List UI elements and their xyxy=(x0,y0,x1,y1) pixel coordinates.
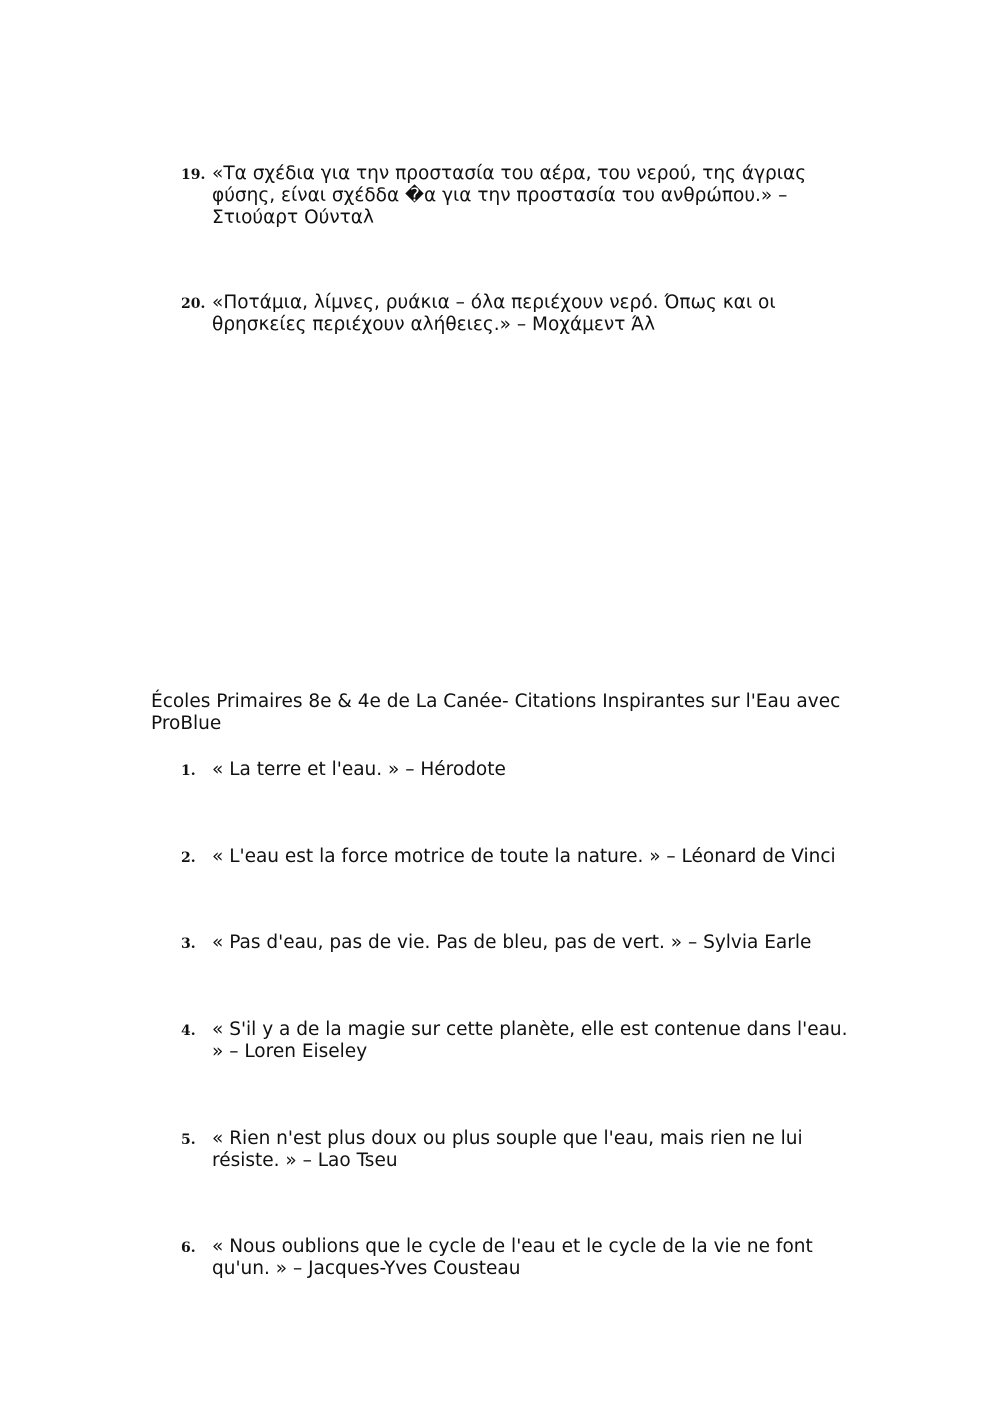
list-item-number: 19. xyxy=(181,167,206,183)
list-item-number: 5. xyxy=(181,1132,196,1148)
quote-text: « S'il y a de la magie sur cette planète, elle est contenue dans l'eau. » – Loren Eiseley xyxy=(212,1019,848,1062)
quote-text: «Τα σχέδια για την προστασία του αέρα, του νερού, της άγριας φύσης, είναι σχέδδα �α για την προστασία του ανθρώπου.» – Στιούαρτ Ούνταλ xyxy=(212,163,807,228)
quote-text: « La terre et l'eau. » – Hérodote xyxy=(212,759,506,780)
quote-text: « Pas d'eau, pas de vie. Pas de bleu, pas de vert. » – Sylvia Earle xyxy=(212,932,812,953)
section-heading: Écoles Primaires 8e & 4e de La Canée- Citations Inspirantes sur l'Eau avec ProBlue xyxy=(151,691,841,734)
quote-text: « Nous oublions que le cycle de l'eau et le cycle de la vie ne font qu'un. » – Jacques-Yves Cousteau xyxy=(212,1236,813,1279)
list-item-number: 1. xyxy=(181,763,196,779)
quote-text: « Rien n'est plus doux ou plus souple que l'eau, mais rien ne lui résiste. » – Lao Tseu xyxy=(212,1128,803,1171)
list-item-number: 3. xyxy=(181,936,196,952)
quote-text: «Ποτάμια, λίμνες, ρυάκια – όλα περιέχουν νερό. Όπως και οι θρησκείες περιέχουν αλήθειες.» – Μοχάμεντ Άλ xyxy=(212,292,776,335)
quote-text: « L'eau est la force motrice de toute la nature. » – Léonard de Vinci xyxy=(212,846,836,867)
list-item-number: 4. xyxy=(181,1023,196,1039)
list-item-number: 6. xyxy=(181,1240,196,1256)
list-item-number: 2. xyxy=(181,850,196,866)
list-item-number: 20. xyxy=(181,296,206,312)
